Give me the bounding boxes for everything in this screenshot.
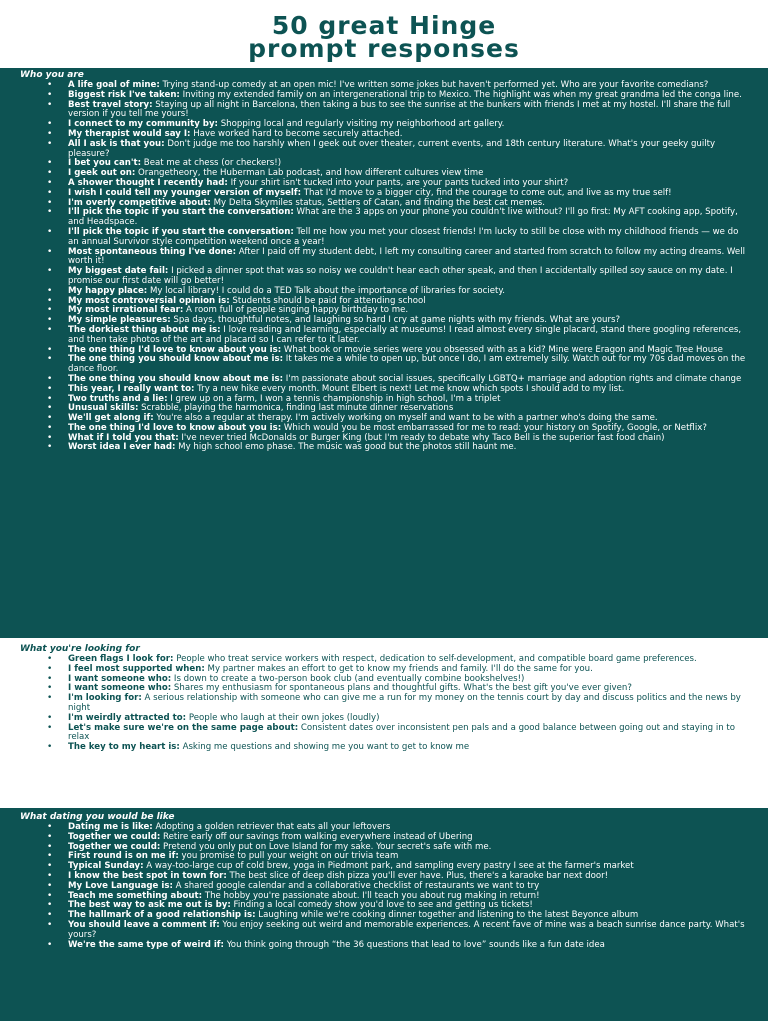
prompt-label: Together we could: <box>68 831 161 842</box>
prompt-response: My Delta Skymiles status, Settlers of Catan, and finding the best cat memes. <box>210 197 545 208</box>
prompt-label: My Love Language is: <box>68 880 173 891</box>
prompt-item <box>47 267 746 287</box>
prompt-response: I picked a dinner spot that was so noisy we couldn't hear each other speak, and then I accidentally spilled soy sauce on my date. I promise our first date will go better! <box>68 266 733 286</box>
prompt-label: I feel most supported when: <box>68 663 205 674</box>
prompt-label: My biggest date fail: <box>68 266 169 277</box>
prompt-item <box>47 101 746 121</box>
prompt-label: The hallmark of a good relationship is: <box>68 910 256 921</box>
prompt-item <box>47 208 746 228</box>
prompt-label: I bet you can't: <box>68 158 142 169</box>
prompt-response: Which would you be most embarrassed for me to read: your history on Spotify, Google, or Netflix? <box>281 422 707 433</box>
prompt-response: Trying stand-up comedy at an open mic! I've written some jokes but haven't performed yet. Who are your favorite comedians? <box>159 80 709 90</box>
prompt-label: Unusual skills: <box>68 403 139 414</box>
prompt-label: I know the best spot in town for: <box>68 870 227 881</box>
prompt-response: A room full of people singing happy birthday to me. <box>183 305 409 316</box>
prompt-label: The one thing I'd love to know about you is: <box>68 344 282 355</box>
prompt-response: I love reading and learning, especially at museums! I read almost every single placard, stand there googling references, and then take photos of the art and placard so I can refer to it later. <box>68 324 742 345</box>
prompt-response: I'm passionate about social issues, specifically LGBTQ+ marriage and adoption rights and climate change <box>283 373 742 384</box>
prompt-response: Students should be paid for attending school <box>229 295 426 306</box>
prompt-response: Spa days, thoughtful notes, and laughing so hard I cry at game nights with my friends. What are yours? <box>170 315 621 326</box>
prompt-response: Tell me how you met your closest friends! I'm lucky to still be close with my childhood friends — we do an annual Survivor style competition weekend once a year! <box>68 226 739 247</box>
prompt-response: You think going through “the 36 questions that lead to love” sounds like a fun date idea <box>223 939 605 950</box>
prompt-item <box>47 694 746 714</box>
section-heading: What you're looking for <box>20 644 140 654</box>
prompt-response: Try a new hike every month. Mount Elbert is next! Let me know which spots I should add to my list. <box>194 383 625 394</box>
prompt-label: I geek out on: <box>68 168 136 179</box>
prompt-label: Worst idea I ever had: <box>68 442 176 453</box>
prompt-response: Is down to create a two-person book club (and eventually combine bookshelves!) <box>171 673 525 684</box>
prompt-label: My happy place: <box>68 285 148 296</box>
prompt-label: Teach me something about: <box>68 890 203 901</box>
prompt-label: The one thing you should know about me is: <box>68 373 284 384</box>
prompt-label: Together we could: <box>68 841 161 852</box>
prompt-response: My partner makes an effort to get to know my friends and family. I'll do the same for you. <box>204 663 593 674</box>
prompt-response: A way-too-large cup of cold brew, yoga in Piedmont park, and sampling every pastry I see at the farmer's market <box>143 861 634 872</box>
prompt-response: What book or movie series were you obsessed with as a kid? Mine were Eragon and Magic Tree House <box>281 344 723 355</box>
prompt-label: Two truths and a lie: <box>68 393 168 404</box>
prompt-label: My most irrational fear: <box>68 305 184 316</box>
prompt-label: Dating me is like: <box>68 822 153 832</box>
prompt-list <box>0 81 768 453</box>
prompt-response: Retire early off our savings from walking everywhere instead of Ubering <box>160 831 473 842</box>
page-title <box>0 0 768 63</box>
prompt-response: I've never tried McDonalds or Burger King (but I'm ready to debate why Taco Bell is the superior fast food chain) <box>178 432 665 443</box>
prompt-response: You're also a regular at therapy. I'm actively working on myself and want to be with a partner who's doing the same. <box>153 413 658 424</box>
prompt-response: People who laugh at their own jokes (loudly) <box>186 712 380 723</box>
section-who-you-are <box>0 68 768 638</box>
prompt-label: I want someone who: <box>68 683 172 694</box>
prompt-label: Best travel story: <box>68 99 153 110</box>
prompt-response: Pretend you only put on Love Island for my sake. Your secret's safe with me. <box>160 841 492 852</box>
prompt-item <box>47 921 746 941</box>
prompt-response: That I'd move to a bigger city, find the courage to come out, and live as my true self! <box>301 187 672 198</box>
prompt-response: A serious relationship with someone who can give me a run for my money on the tennis court by day and discuss politics and the news by night <box>68 693 741 713</box>
prompt-label: Typical Sunday: <box>68 861 144 872</box>
prompt-item <box>47 228 746 248</box>
prompt-response: Consistent dates over inconsistent pen pals and a good balance between going out and staying in to relax <box>68 722 736 743</box>
prompt-label: A shower thought I recently had: <box>68 177 228 188</box>
prompt-response: Beat me at chess (or checkers!) <box>141 158 282 169</box>
prompt-response: Adopting a golden retriever that eats all your leftovers <box>152 822 391 832</box>
prompt-label: I connect to my community by: <box>68 119 218 130</box>
prompt-response: Staying up all night in Barcelona, then taking a bus to see the sunrise at the bunkers with friends I met at my hostel. I'll share the full version if you tell me yours! <box>68 99 731 120</box>
page-title-line-2: prompt responses <box>248 34 520 63</box>
prompt-label: We'll get along if: <box>68 413 154 424</box>
prompt-label: Let's make sure we're on the same page about: <box>68 722 299 733</box>
prompt-item <box>47 724 746 744</box>
prompt-response: A shared google calendar and a collaborative checklist of restaurants we want to try <box>172 880 540 891</box>
page-title-line-1: 50 great Hinge <box>271 11 497 40</box>
section-heading: Who you are <box>20 70 84 80</box>
prompt-label: My simple pleasures: <box>68 315 171 326</box>
prompt-item <box>47 743 746 753</box>
prompt-response: You enjoy seeking out weird and memorable experiences. A recent fave of mine was a beach sunrise dance party. What's yours? <box>68 919 745 940</box>
prompt-response: If your shirt isn't tucked into your pants, are your pants tucked into your shirt? <box>227 177 569 188</box>
prompt-response: It takes me a while to open up, but once I do, I am extremely silly. Watch out for my 70s dad moves on the dance floor. <box>68 354 746 375</box>
prompt-label: Most spontaneous thing I've done: <box>68 246 237 257</box>
prompt-response: Scrabble, playing the harmonica, finding last minute dinner reservations <box>138 403 454 414</box>
prompt-response: I grew up on a farm, I won a tennis championship in high school, I'm a triplet <box>167 393 501 404</box>
prompt-response: Don't judge me too harshly when I geek out over theater, current events, and 18th century literature. What's your geeky guilty pleasure? <box>68 138 716 159</box>
section-heading: What dating you would be like <box>20 812 175 822</box>
prompt-item <box>47 248 746 268</box>
prompt-response: Shares my enthusiasm for spontaneous plans and thoughtful gifts. What's the best gift you've ever given? <box>171 683 632 694</box>
prompt-response: The hobby you're passionate about. I'll teach you about rug making in return! <box>202 890 540 901</box>
prompt-response: My local library! I could do a TED Talk about the importance of libraries for society. <box>147 285 505 296</box>
prompt-item <box>47 941 746 951</box>
prompt-response: you promise to pull your weight on our trivia team <box>178 851 399 862</box>
prompt-label: We're the same type of weird if: <box>68 939 224 950</box>
section-what-dating-you-would-be-like <box>0 808 768 1021</box>
prompt-label: I'll pick the topic if you start the conversation: <box>68 226 294 237</box>
prompt-label: You should leave a comment if: <box>68 919 220 930</box>
prompt-item <box>47 355 746 375</box>
prompt-response: After I paid off my student debt, I left my consulting career and started from scratch to follow my acting dreams. Well worth it! <box>68 246 745 267</box>
prompt-item <box>47 140 746 160</box>
prompt-response: The best slice of deep dish pizza you'll ever have. Plus, there's a karaoke bar next door! <box>226 870 609 881</box>
prompt-label: Green flags I look for: <box>68 654 174 664</box>
prompt-label: The best way to ask me out is by: <box>68 900 231 911</box>
prompt-label: This year, I really want to: <box>68 383 195 394</box>
prompt-label: The key to my heart is: <box>68 742 180 753</box>
prompt-response: Asking me questions and showing me you want to get to know me <box>179 742 470 753</box>
prompt-response: My high school emo phase. The music was good but the photos still haunt me. <box>175 442 517 453</box>
prompt-list <box>0 823 768 950</box>
prompt-label: My therapist would say I: <box>68 128 191 139</box>
prompt-item <box>47 326 746 346</box>
prompt-item <box>47 443 746 453</box>
prompt-label: The dorkiest thing about me is: <box>68 324 221 335</box>
prompt-label: All I ask is that you: <box>68 138 165 149</box>
prompt-response: People who treat service workers with respect, dedication to self-development, and compatible board game preferences. <box>173 654 697 664</box>
prompt-label: Biggest risk I've taken: <box>68 89 180 100</box>
prompt-label: My most controversial opinion is: <box>68 295 230 306</box>
prompt-label: The one thing I'd love to know about you is: <box>68 422 282 433</box>
prompt-list <box>0 655 768 753</box>
prompt-label: A life goal of mine: <box>68 80 160 90</box>
prompt-response: Shopping local and regularly visiting my neighborhood art gallery. <box>217 119 505 130</box>
prompt-label: I'm weirdly attracted to: <box>68 712 187 723</box>
section-what-youre-looking-for <box>0 644 768 802</box>
prompt-label: First round is on me if: <box>68 851 179 862</box>
prompt-response: Laughing while we're cooking dinner together and listening to the latest Beyonce album <box>255 910 639 921</box>
prompt-response: Finding a local comedy show you'd love to see and getting us tickets! <box>230 900 533 911</box>
prompt-label: I'm overly competitive about: <box>68 197 211 208</box>
prompt-response: Inviting my extended family on an intergenerational trip to Mexico. The highlight was when my great grandma led the conga line. <box>179 89 742 100</box>
prompt-label: I'll pick the topic if you start the conversation: <box>68 207 294 218</box>
prompt-response: What are the 3 apps on your phone you couldn't live without? I'll go first: My AFT cooking app, Spotify, and Headspace. <box>68 207 738 228</box>
prompt-label: I wish I could tell my younger version of myself: <box>68 187 302 198</box>
prompt-response: Orangetheory, the Huberman Lab podcast, and how different cultures view time <box>135 168 484 179</box>
prompt-label: I'm looking for: <box>68 693 142 704</box>
prompt-label: The one thing you should know about me is: <box>68 354 284 365</box>
prompt-label: What if I told you that: <box>68 432 179 443</box>
prompt-response: Have worked hard to become securely attached. <box>190 128 403 139</box>
prompt-label: I want someone who: <box>68 673 172 684</box>
